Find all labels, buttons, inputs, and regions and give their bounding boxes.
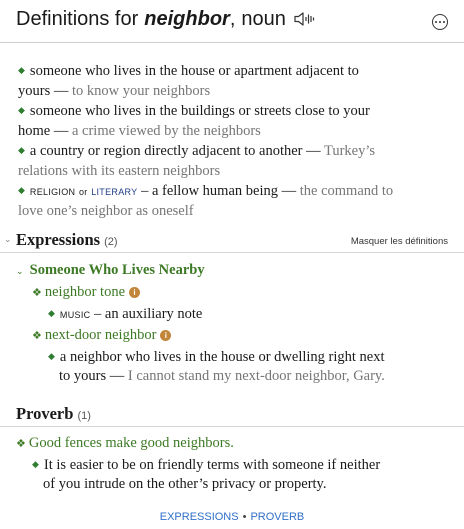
expression-phrase[interactable]: neighbor tone — [44, 284, 126, 300]
bullet-icon: ◆ — [18, 145, 25, 155]
definition-text: a fellow human being — [151, 183, 278, 199]
expressions-header[interactable] — [0, 228, 464, 253]
expression-definition: ◆ MUSIC – an auxiliary note — [48, 306, 203, 322]
link-separator: • — [242, 511, 247, 523]
definition-example: I cannot stand my next-door neighbor, Gary. — [127, 368, 385, 384]
definition-item: ◆ RELIGION or LITERARY – a fellow human being — the command to love one’s neighbor as oneself — [18, 183, 394, 219]
definition-text: home — [18, 123, 51, 139]
expression-group[interactable] — [16, 261, 205, 282]
definition-text: an auxiliary note — [104, 306, 203, 322]
expression-diamond-icon: ❖ — [32, 287, 42, 299]
definition-item: ◆ a country or region directly adjacent to another — Turkey’s relations with its eastern neighbors — [18, 143, 376, 179]
definition-text: a neighbor who lives in the house or dwelling right next — [59, 349, 385, 365]
definition-item: ◆ someone who lives in the house or apartment adjacent to yours — to know your neighbors — [18, 63, 359, 99]
proverb-link[interactable]: PROVERB — [250, 511, 305, 523]
definitions-header — [0, 0, 464, 43]
proverb-header — [0, 403, 464, 427]
usage-label: MUSIC — [59, 310, 91, 320]
section-count: (2) — [104, 236, 118, 248]
proverb-meaning-cont — [43, 475, 326, 494]
expressions-link[interactable]: EXPRESSIONS — [159, 511, 239, 523]
definition-example: relations with its eastern neighbors — [18, 163, 221, 179]
title-prefix: Definitions for — [16, 8, 139, 30]
definition-example: love one’s neighbor as oneself — [18, 203, 194, 219]
chevron-down-icon[interactable]: ⌄ — [4, 235, 12, 245]
group-title: Someone Who Lives Nearby — [29, 262, 205, 278]
definition-text: of you intrude on the other’s privacy or property. — [43, 476, 327, 492]
info-icon[interactable]: i — [129, 287, 140, 298]
section-title: Proverb — [16, 404, 74, 423]
definition-text: someone who lives in the house or apartment adjacent to — [29, 63, 359, 79]
bullet-icon: ◆ — [48, 308, 55, 318]
definitions-list — [18, 62, 418, 222]
section-count: (1) — [77, 410, 91, 422]
usage-label-or: or — [78, 187, 88, 197]
definition-example: the command to — [299, 183, 394, 199]
expression-definition — [48, 348, 385, 368]
section-title: Expressions — [16, 230, 101, 249]
bullet-icon: ◆ — [18, 185, 25, 195]
hide-definitions-link[interactable]: Masquer les définitions — [350, 236, 448, 247]
speaker-icon[interactable] — [294, 10, 316, 26]
more-options-icon[interactable] — [432, 14, 448, 30]
definition-example: Turkey’s — [324, 143, 376, 159]
definition-text: to yours — [59, 368, 107, 384]
definition-text: It is easier to be on friendly terms with someone if neither — [43, 457, 381, 473]
info-icon[interactable]: i — [160, 330, 171, 341]
bullet-icon: ◆ — [32, 459, 39, 469]
section-links — [0, 511, 464, 523]
definition-text: a country or region directly adjacent to another — [29, 143, 303, 159]
definition-example: a crime viewed by the neighbors — [71, 123, 261, 139]
proverb-item — [16, 434, 234, 454]
definition-text: someone who lives in the buildings or streets close to your — [29, 103, 370, 119]
usage-label: LITERARY — [91, 187, 138, 197]
expression-definition-cont: to yours — I cannot stand my next-door neighbor, Gary. — [59, 368, 385, 384]
expression-diamond-icon: ❖ — [32, 330, 42, 342]
usage-label: RELIGION — [29, 187, 76, 197]
page-title — [16, 8, 316, 31]
expression-item — [32, 326, 171, 346]
definition-item: ◆ someone who lives in the buildings or streets close to your home — a crime viewed by the neighbors — [18, 103, 370, 139]
part-of-speech: noun — [241, 8, 286, 30]
proverb-text[interactable]: Good fences make good neighbors. — [28, 435, 234, 451]
bullet-icon: ◆ — [48, 351, 55, 361]
expression-diamond-icon: ❖ — [16, 438, 26, 450]
headword: neighbor — [144, 8, 230, 30]
definition-text: yours — [18, 83, 51, 99]
expression-phrase[interactable]: next-door neighbor — [44, 327, 157, 343]
chevron-down-icon[interactable]: ⌄ — [16, 267, 24, 277]
bullet-icon: ◆ — [18, 65, 25, 75]
proverb-meaning — [32, 456, 380, 476]
definition-example: to know your neighbors — [71, 83, 211, 99]
bullet-icon: ◆ — [18, 105, 25, 115]
expression-item — [32, 283, 140, 303]
title-separator: , — [229, 8, 236, 30]
